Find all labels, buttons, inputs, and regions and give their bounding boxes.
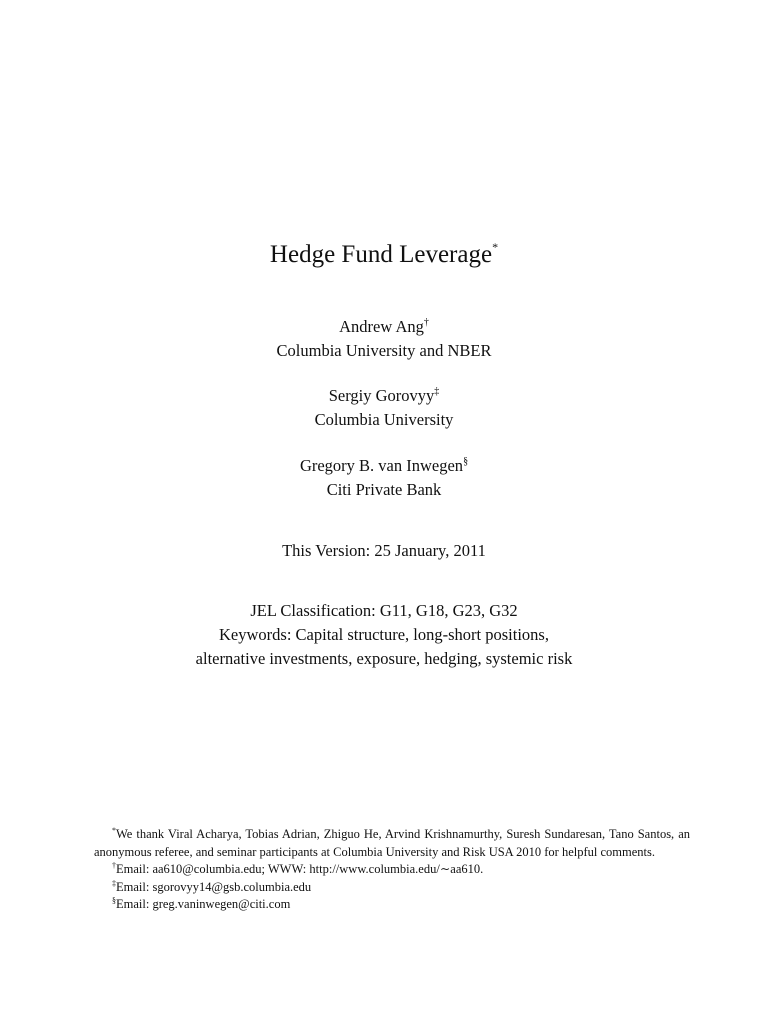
footnote-mark-3: ‡ xyxy=(112,878,116,888)
footnote-mark-1: * xyxy=(112,826,116,835)
author-name-text: Gregory B. van Inwegen xyxy=(299,456,464,475)
version-date: This Version: 25 January, 2011 xyxy=(282,541,486,560)
author-mark-3: § xyxy=(463,456,469,467)
footnote-mark-2: † xyxy=(112,861,116,871)
author-name-text: Sergiy Gorovyy xyxy=(328,386,435,405)
classification-block xyxy=(0,599,768,671)
footnote-text-2: Email: aa610@columbia.edu; WWW: http://www.columbia.edu/∼aa610. xyxy=(116,862,484,877)
footnote-3 xyxy=(94,879,690,897)
paper-title-text: Hedge Fund Leverage xyxy=(269,241,493,268)
author-name-text: Andrew Ang xyxy=(339,317,424,336)
author-mark-1: † xyxy=(423,317,429,328)
author-affiliation-1: Columbia University and NBER xyxy=(276,341,492,360)
author-name-3 xyxy=(0,454,768,478)
author-block-2 xyxy=(0,384,768,432)
author-block-3 xyxy=(0,454,768,502)
footnote-text-1: We thank Viral Acharya, Tobias Adrian, Zhiguo He, Arvind Krishnamurthy, Suresh Sundaresan, Tano Santos, an anonymous referee, and seminar participants at Columbia University and Risk USA 2010 for helpful comments. xyxy=(94,827,690,859)
paper-title xyxy=(0,238,768,272)
footnote-text-3: Email: sgorovyy14@gsb.columbia.edu xyxy=(116,879,312,894)
footnote-text-4: Email: greg.vaninwegen@citi.com xyxy=(116,897,291,912)
footnotes xyxy=(94,826,690,914)
author-name-1 xyxy=(0,315,768,339)
author-affiliation-2: Columbia University xyxy=(314,410,454,429)
footnote-mark-4: § xyxy=(112,896,116,906)
author-affiliation-3: Citi Private Bank xyxy=(326,480,442,499)
keywords-line-1: Keywords: Capital structure, long-short positions, xyxy=(219,625,549,644)
footnote-4 xyxy=(94,896,690,914)
keywords-line-2: alternative investments, exposure, hedging, systemic risk xyxy=(195,649,573,668)
title-footnote-mark: * xyxy=(492,240,499,254)
jel-classification: JEL Classification: G11, G18, G23, G32 xyxy=(250,601,518,620)
footnote-2 xyxy=(94,861,690,879)
author-mark-2: ‡ xyxy=(434,386,440,397)
author-block-1 xyxy=(0,315,768,363)
footnote-1 xyxy=(94,826,690,861)
author-name-2 xyxy=(0,384,768,408)
